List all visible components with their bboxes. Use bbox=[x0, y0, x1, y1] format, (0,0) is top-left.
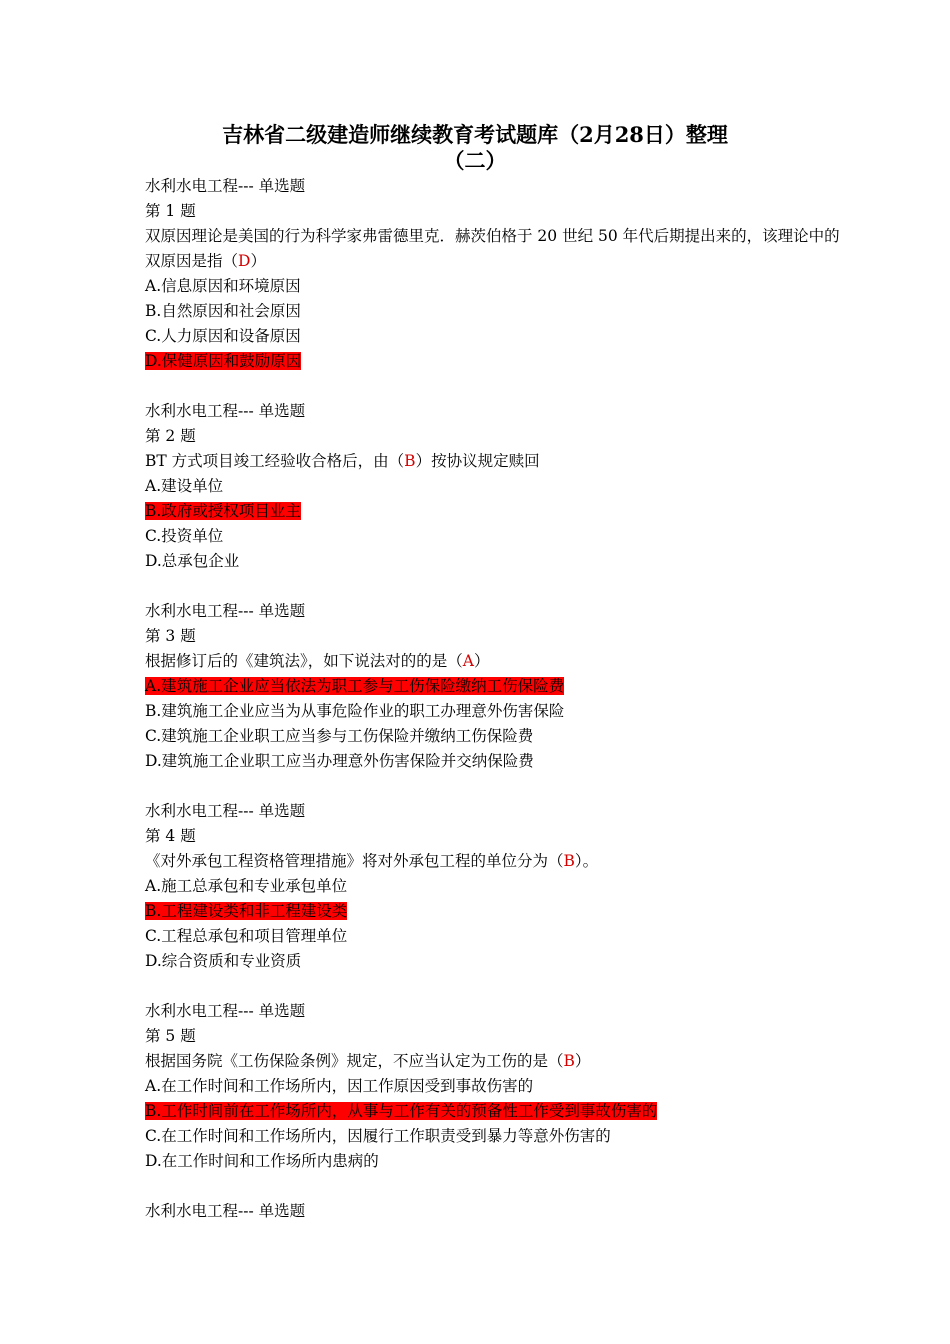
answer-letter: B bbox=[563, 1052, 575, 1070]
option-c: C.在工作时间和工作场所内，因履行工作职责受到暴力等意外伤害的 bbox=[145, 1127, 611, 1145]
option-d: D.建筑施工企业职工应当办理意外伤害保险并交纳保险费 bbox=[145, 752, 534, 770]
option-a-correct bbox=[145, 674, 845, 699]
option-b-correct bbox=[145, 1099, 845, 1124]
option-b-correct bbox=[145, 899, 845, 924]
question-stem: 根据国务院《工伤保险条例》规定，不应当认定为工伤的是（B） bbox=[145, 1052, 591, 1070]
answer-letter: B bbox=[404, 452, 416, 470]
question-category: 水利水电工程--- 单选题 bbox=[145, 177, 306, 195]
answer-letter: B bbox=[563, 852, 575, 870]
question-block bbox=[145, 399, 845, 599]
question-category: 水利水电工程--- 单选题 bbox=[145, 1002, 306, 1020]
option-d: D.总承包企业 bbox=[145, 552, 240, 570]
question-number: 第 5 题 bbox=[145, 1027, 196, 1045]
highlighted-answer: B.工作时间前在工作场所内，从事与工作有关的预备性工作受到事故伤害的 bbox=[145, 1102, 658, 1120]
document-subtitle: （二） bbox=[443, 148, 507, 173]
highlighted-answer: B.政府或授权项目业主 bbox=[145, 502, 301, 520]
option-b: B.自然原因和社会原因 bbox=[145, 302, 301, 320]
question-stem: BT 方式项目竣工经验收合格后，由（B）按协议规定赎回 bbox=[145, 452, 540, 470]
question-list bbox=[145, 174, 845, 1224]
option-c: C.工程总承包和项目管理单位 bbox=[145, 927, 348, 945]
question-category: 水利水电工程--- 单选题 bbox=[145, 802, 306, 820]
question-category: 水利水电工程--- 单选题 bbox=[145, 1202, 306, 1220]
document-title: 吉林省二级建造师继续教育考试题库（2月28日）整理 bbox=[222, 122, 728, 147]
option-a: A.施工总承包和专业承包单位 bbox=[145, 877, 348, 895]
question-number: 第 3 题 bbox=[145, 627, 196, 645]
option-b-correct bbox=[145, 499, 845, 524]
question-block bbox=[145, 599, 845, 799]
highlighted-answer: A.建筑施工企业应当依法为职工参与工伤保险缴纳工伤保险费 bbox=[145, 677, 565, 695]
question-number: 第 2 题 bbox=[145, 427, 196, 445]
question-stem: 《对外承包工程资格管理措施》将对外承包工程的单位分为（B）。 bbox=[145, 852, 599, 870]
highlighted-answer: B.工程建设类和非工程建设类 bbox=[145, 902, 348, 920]
question-number: 第 4 题 bbox=[145, 827, 196, 845]
highlighted-answer: D.保健原因和鼓励原因 bbox=[145, 352, 302, 370]
question-block bbox=[145, 174, 845, 399]
question-block bbox=[145, 999, 845, 1199]
option-c: C.建筑施工企业职工应当参与工伤保险并缴纳工伤保险费 bbox=[145, 727, 534, 745]
question-category: 水利水电工程--- 单选题 bbox=[145, 402, 306, 420]
answer-letter: A bbox=[462, 652, 474, 670]
option-c: C.投资单位 bbox=[145, 527, 224, 545]
option-a: A.建设单位 bbox=[145, 477, 224, 495]
question-stem: 根据修订后的《建筑法》，如下说法对的的是（A） bbox=[145, 652, 490, 670]
question-stem: 双原因理论是美国的行为科学家弗雷德里克．赫茨伯格于 20 世纪 50 年代后期提出来的，该理论中的双原因是指（D） bbox=[145, 227, 840, 270]
option-a: A.信息原因和环境原因 bbox=[145, 277, 301, 295]
option-b: B.建筑施工企业应当为从事危险作业的职工办理意外伤害保险 bbox=[145, 702, 565, 720]
question-block bbox=[145, 799, 845, 999]
question-category: 水利水电工程--- 单选题 bbox=[145, 602, 306, 620]
option-d-correct bbox=[145, 349, 845, 374]
option-d: D.在工作时间和工作场所内患病的 bbox=[145, 1152, 379, 1170]
option-c: C.人力原因和设备原因 bbox=[145, 327, 301, 345]
option-d: D.综合资质和专业资质 bbox=[145, 952, 302, 970]
question-number: 第 1 题 bbox=[145, 202, 196, 220]
answer-letter: D bbox=[238, 252, 251, 270]
option-a: A.在工作时间和工作场所内，因工作原因受到事故伤害的 bbox=[145, 1077, 534, 1095]
